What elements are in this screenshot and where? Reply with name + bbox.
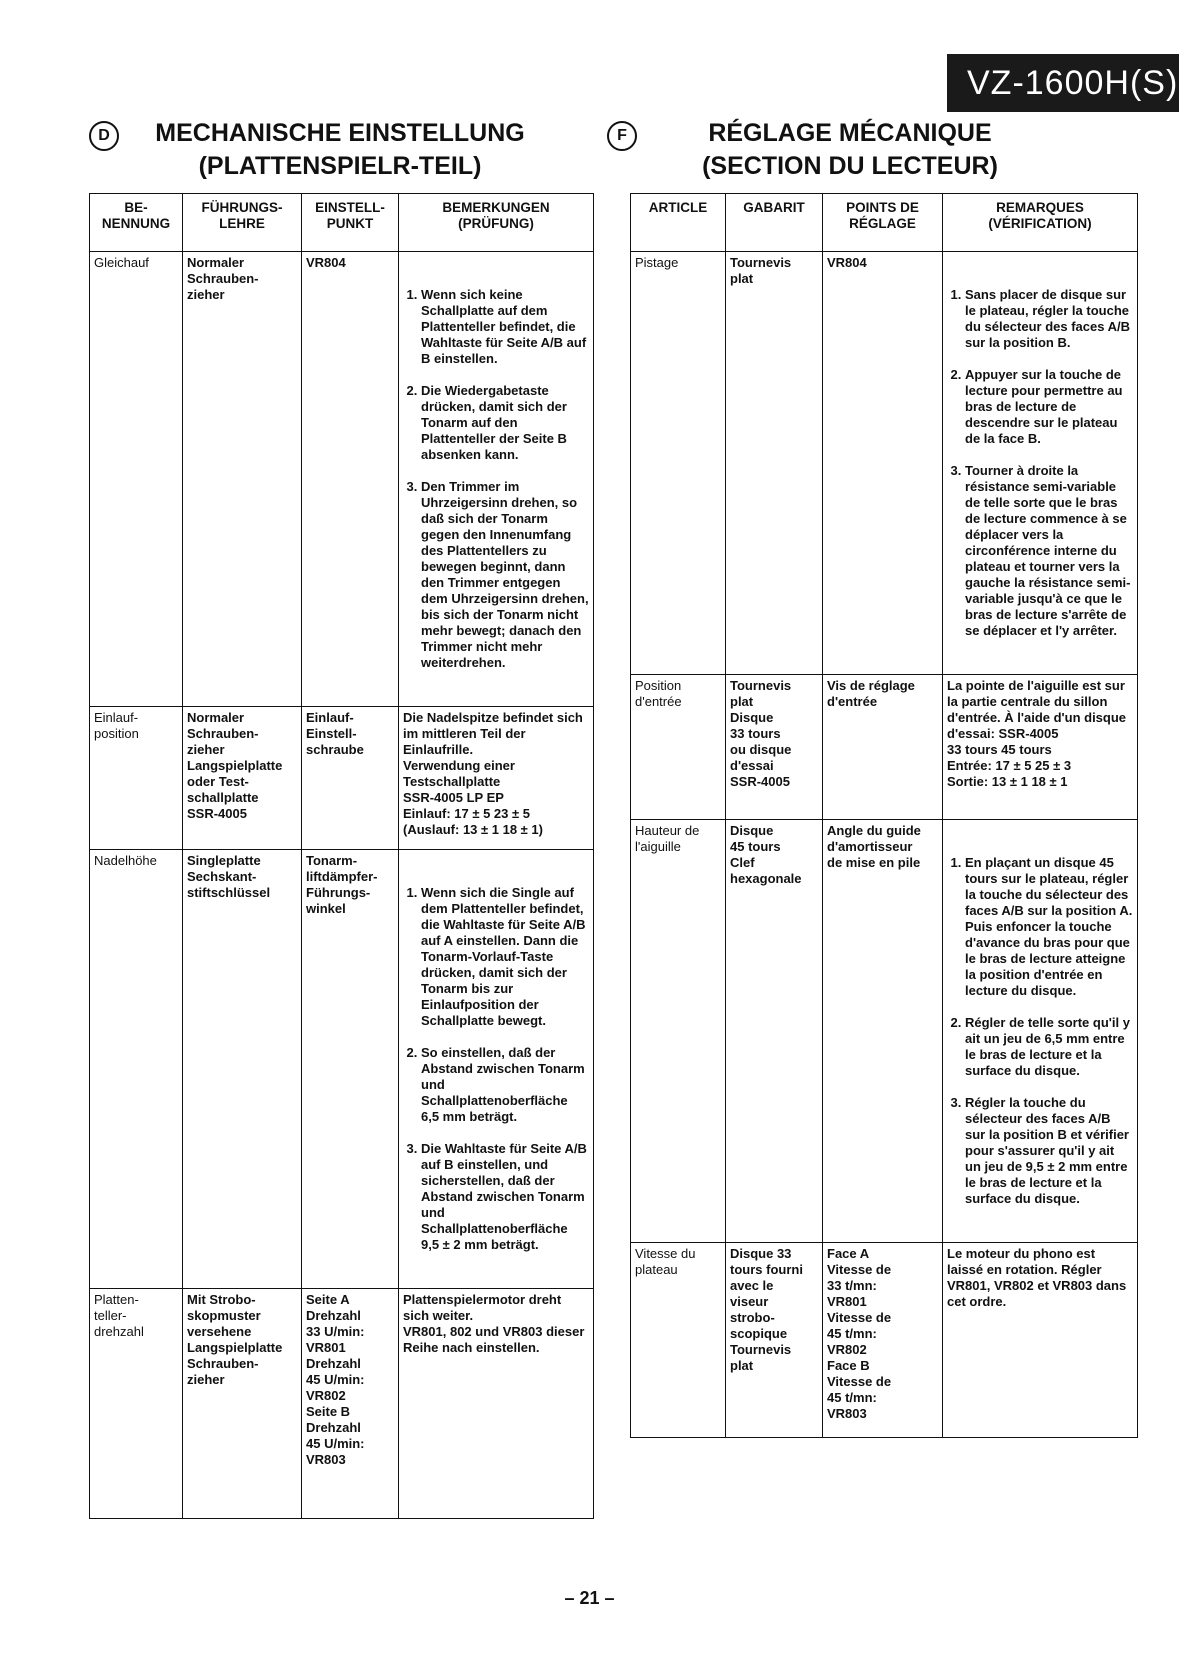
french-heading	[660, 117, 1040, 183]
remark-step: 2. Die Wiedergabetaste drücken, damit sich der Tonarm auf den Plattenteller der Seite B absenken kann.	[421, 383, 589, 463]
row-name: Position d'entrée	[631, 675, 726, 820]
row-point: Vis de réglage d'entrée	[823, 675, 943, 820]
remark-step: 2. Régler de telle sorte qu'il y ait un jeu de 6,5 mm entre le bras de lecture et la surface du disque.	[965, 1015, 1133, 1079]
french-title-line1: RÉGLAGE MÉCANIQUE	[708, 119, 992, 147]
german-heading	[120, 117, 560, 183]
row-point: Einlauf- Einstell- schraube	[302, 707, 399, 850]
column-header-remarks: REMARQUES (VÉRIFICATION)	[943, 194, 1138, 252]
german-title-line2: (PLATTENSPIELR-TEIL)	[198, 152, 482, 180]
row-name: Platten- teller- drehzahl	[90, 1289, 183, 1519]
column-header-name: BE- NENNUNG	[90, 194, 183, 252]
row-tool: Normaler Schrauben- zieher Langspielplatte oder Test- schallplatte SSR-4005	[183, 707, 302, 850]
row-tool: Disque 33 tours fourni avec le viseur strobo- scopique Tournevis plat	[726, 1243, 823, 1438]
row-point: Angle du guide d'amortisseur de mise en pile	[823, 820, 943, 1243]
row-point: VR804	[823, 252, 943, 675]
remark-text: Le moteur du phono est laissé en rotation. Régler VR801, VR802 et VR803 dans cet ordre.	[947, 1246, 1127, 1309]
remark-step: 3. Régler la touche du sélecteur des faces A/B sur la position B et vérifier pour s'assurer qu'il y ait un jeu de 9,5 ± 2 mm entre le bras de lecture et la surface du disque.	[965, 1095, 1133, 1207]
table-row	[631, 1243, 1138, 1438]
french-adjustment-table	[630, 193, 1138, 1438]
row-tool: Tournevis plat	[726, 252, 823, 675]
table-row	[631, 252, 1138, 675]
column-header-name: ARTICLE	[631, 194, 726, 252]
column-header-point: EINSTELL- PUNKT	[302, 194, 399, 252]
row-name: Vitesse du plateau	[631, 1243, 726, 1438]
row-tool: Tournevis plat Disque 33 tours ou disque d'essai SSR-4005	[726, 675, 823, 820]
table-header-row	[631, 194, 1138, 252]
remark-step: 3. Die Wahltaste für Seite A/B auf B einstellen, und sicherstellen, daß der Abstand zwischen Tonarm und Schallplattenoberfläche 9,5 ± 2 mm beträgt.	[421, 1141, 589, 1253]
row-name: Pistage	[631, 252, 726, 675]
row-tool: Mit Strobo- skopmuster versehene Langspielplatte Schrauben- zieher	[183, 1289, 302, 1519]
row-remarks	[943, 820, 1138, 1243]
remark-step: 2. Appuyer sur la touche de lecture pour permettre au bras de lecture de descendre sur le plateau de la face B.	[965, 367, 1133, 447]
row-name: Hauteur de l'aiguille	[631, 820, 726, 1243]
row-remarks	[943, 1243, 1138, 1438]
row-name: Gleichauf	[90, 252, 183, 707]
row-point: Seite A Drehzahl 33 U/min: VR801 Drehzahl 45 U/min: VR802 Seite B Drehzahl 45 U/min: VR803	[302, 1289, 399, 1519]
row-remarks	[399, 252, 594, 707]
table-header-row	[90, 194, 594, 252]
row-tool: Disque 45 tours Clef hexagonale	[726, 820, 823, 1243]
section-marker-f: F	[607, 121, 637, 151]
remark-step: 1. Sans placer de disque sur le plateau, régler la touche du sélecteur des faces A/B sur la position B.	[965, 287, 1133, 351]
table-row	[90, 252, 594, 707]
row-point: Tonarm- liftdämpfer- Führungs- winkel	[302, 850, 399, 1289]
row-remarks	[399, 1289, 594, 1519]
model-badge: VZ-1600H(S)	[947, 54, 1179, 112]
french-title-line2: (SECTION DU LECTEUR)	[702, 152, 998, 180]
column-header-point: POINTS DE RÉGLAGE	[823, 194, 943, 252]
remark-step: 2. So einstellen, daß der Abstand zwischen Tonarm und Schallplattenoberfläche 6,5 mm beträgt.	[421, 1045, 589, 1125]
table-row	[90, 850, 594, 1289]
section-marker-d: D	[89, 121, 119, 151]
table-row	[90, 1289, 594, 1519]
column-header-tool: GABARIT	[726, 194, 823, 252]
row-remarks	[943, 675, 1138, 820]
table-row	[90, 707, 594, 850]
page-number: – 21 –	[564, 1588, 615, 1608]
remark-step: 1. Wenn sich die Single auf dem Plattenteller befindet, die Wahltaste für Seite A/B auf A einstellen. Dann die Tonarm-Vorlauf-Taste drücken, damit sich der Tonarm bis zur Einlaufposition der Schallplatte bewegt.	[421, 885, 589, 1029]
remark-step: 3. Den Trimmer im Uhrzeigersinn drehen, so daß sich der Tonarm gegen den Innenumfang des Plattentellers zu bewegen beginnt, dann den Trimmer entgegen dem Uhrzeigersinn drehen, bis sich der Tonarm nicht mehr bewegt; danach den Trimmer nicht mehr weiterdrehen.	[421, 479, 589, 671]
table-row	[631, 675, 1138, 820]
remark-text: La pointe de l'aiguille est sur la partie centrale du sillon d'entrée. À l'aide d'un disque d'essai: SSR-4005 33 tours 45 tours Entrée: 17 ± 5 25 ± 3 Sortie: 13 ± 1 18 ± 1	[947, 678, 1127, 789]
row-point: Face A Vitesse de 33 t/mn: VR801 Vitesse de 45 t/mn: VR802 Face B Vitesse de 45 t/mn: VR803	[823, 1243, 943, 1438]
row-name: Einlauf- position	[90, 707, 183, 850]
column-header-remarks: BEMERKUNGEN (PRÜFUNG)	[399, 194, 594, 252]
row-point: VR804	[302, 252, 399, 707]
remark-step: 1. Wenn sich keine Schallplatte auf dem Plattenteller befindet, die Wahltaste für Seite A/B auf B einstellen.	[421, 287, 589, 367]
row-remarks	[399, 850, 594, 1289]
remark-text: Plattenspielermotor dreht sich weiter. VR801, 802 und VR803 dieser Reihe nach einstellen.	[403, 1292, 585, 1355]
table-row	[631, 820, 1138, 1243]
german-adjustment-table	[89, 193, 594, 1519]
german-title-line1: MECHANISCHE EINSTELLUNG	[155, 119, 525, 147]
row-remarks	[943, 252, 1138, 675]
row-name: Nadelhöhe	[90, 850, 183, 1289]
remark-text: Die Nadelspitze befindet sich im mittleren Teil der Einlaufrille. Verwendung einer Testschallplatte SSR-4005 LP EP Einlauf: 17 ± 5 23 ± 5 (Auslauf: 13 ± 1 18 ± 1)	[403, 710, 583, 837]
row-tool: Normaler Schrauben- zieher	[183, 252, 302, 707]
remark-step: 1. En plaçant un disque 45 tours sur le plateau, régler la touche du sélecteur des faces A/B sur la position A. Puis enfoncer la touche d'avance du bras pour que le bras de lecture atteigne la position d'entrée en lecture du disque.	[965, 855, 1133, 999]
remark-step: 3. Tourner à droite la résistance semi-variable de telle sorte que le bras de lecture commence à se déplacer vers la circonférence interne du plateau et tourner vers la gauche la résistance semi-variable jusqu'à ce que le bras de lecture s'arrête de se déplacer et l'y arrêter.	[965, 463, 1133, 639]
row-remarks	[399, 707, 594, 850]
column-header-tool: FÜHRUNGS- LEHRE	[183, 194, 302, 252]
row-tool: Singleplatte Sechskant- stiftschlüssel	[183, 850, 302, 1289]
